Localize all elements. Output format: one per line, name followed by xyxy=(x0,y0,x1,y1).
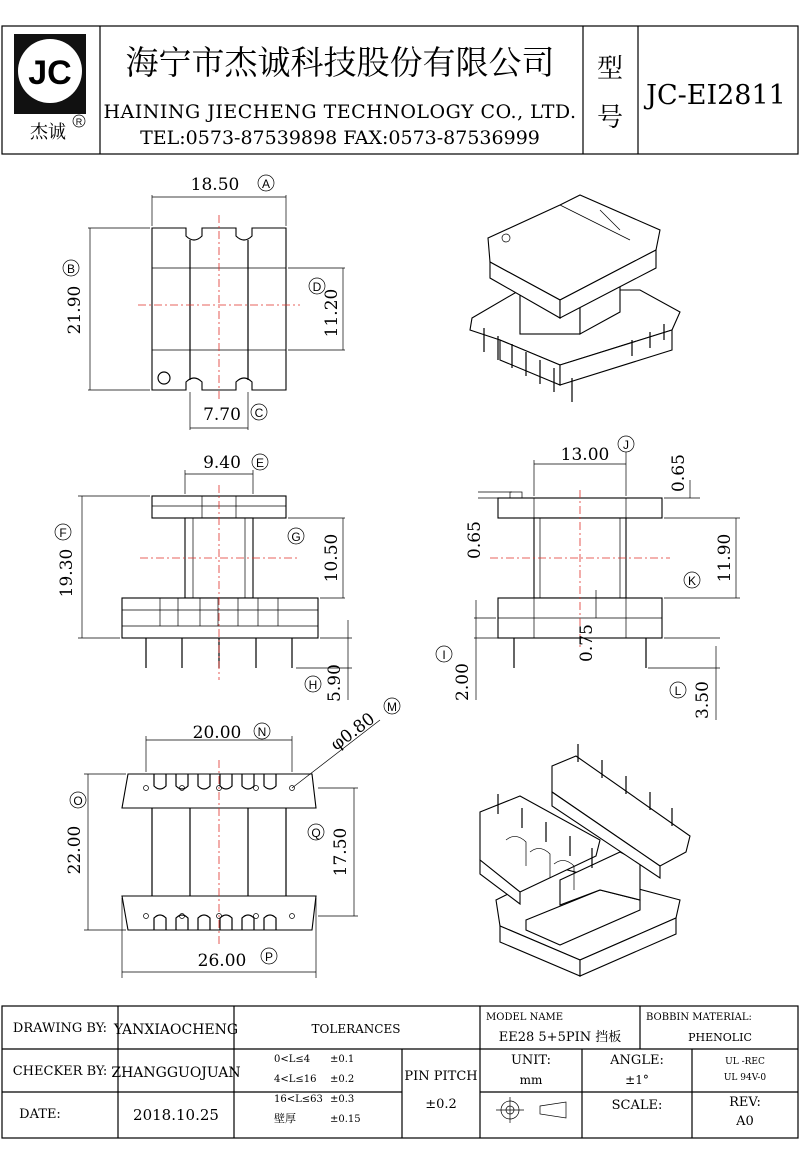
ul-94v0: UL 94V-0 xyxy=(723,1073,767,1083)
dim-q-letter: Q xyxy=(311,826,321,840)
tol-value-1: ±0.2 xyxy=(330,1074,355,1085)
dim-m-letter: M xyxy=(387,700,397,714)
pin-pitch-value: ±0.2 xyxy=(425,1097,457,1112)
isometric-view-bottom xyxy=(480,744,690,976)
company-contact: TEL:0573-87539898 FAX:0573-87536999 xyxy=(140,127,540,149)
model-label-2: 号 xyxy=(596,103,624,133)
dim-o-letter: O xyxy=(73,794,83,808)
angle-value: ±1° xyxy=(625,1073,649,1087)
dim-k-letter: K xyxy=(687,574,697,588)
front-view xyxy=(55,453,352,702)
bottom-view xyxy=(65,698,400,978)
side-view xyxy=(436,436,740,720)
dim-f-letter: F xyxy=(59,526,67,540)
projection-symbol-icon xyxy=(496,1097,566,1123)
tol-range-0: 0<L≤4 xyxy=(274,1054,311,1065)
logo-subtext: 杰诚 xyxy=(30,122,66,143)
pin-pitch-label: PIN PITCH xyxy=(404,1069,478,1084)
isometric-view-top xyxy=(470,195,680,402)
dim-side-mid-value: 0.75 xyxy=(577,624,597,662)
rev-label: REV: xyxy=(729,1095,761,1110)
dim-f-value: 19.30 xyxy=(57,548,77,598)
title-block-header xyxy=(2,26,798,154)
dim-side-left-value: 0.65 xyxy=(465,521,485,559)
tolerances-label: TOLERANCES xyxy=(311,1022,401,1036)
dim-g-value: 10.50 xyxy=(322,533,342,583)
dim-p-value: 26.00 xyxy=(197,951,247,971)
drawing-by-value: YANXIAOCHENG xyxy=(113,1022,239,1038)
tol-range-3: 壁厚 xyxy=(274,1112,296,1125)
bobbin-material-label: BOBBIN MATERIAL: xyxy=(646,1012,752,1023)
logo-text: JC xyxy=(28,54,72,92)
dim-i-value: 2.00 xyxy=(453,663,473,701)
unit-value: mm xyxy=(519,1073,543,1087)
company-logo xyxy=(14,34,86,143)
drawing-by-label: DRAWING BY: xyxy=(12,1021,108,1036)
dim-d-letter: D xyxy=(312,280,322,294)
dim-o-value: 22.00 xyxy=(65,825,85,875)
date-label: DATE: xyxy=(19,1107,61,1122)
dim-j-letter: J xyxy=(623,438,629,452)
dim-j-value: 13.00 xyxy=(560,445,610,465)
dim-d-value: 11.20 xyxy=(322,288,342,338)
dim-side-top-value: 0.65 xyxy=(669,454,689,492)
scale-label: SCALE: xyxy=(611,1098,663,1113)
checker-by-label: CHECKER BY: xyxy=(12,1064,108,1079)
tol-range-1: 4<L≤16 xyxy=(274,1074,317,1085)
rev-value: A0 xyxy=(736,1114,754,1129)
date-value: 2018.10.25 xyxy=(133,1106,219,1124)
dim-m-value: φ0.80 xyxy=(327,709,379,755)
dim-e-letter: E xyxy=(255,456,265,470)
dim-p-letter: P xyxy=(264,950,274,964)
dim-n-value: 20.00 xyxy=(192,723,242,743)
top-view xyxy=(63,175,345,430)
dim-c-value: 7.70 xyxy=(203,405,241,425)
dim-g-letter: G xyxy=(291,530,301,544)
dim-n-letter: N xyxy=(257,725,267,739)
company-name-en: HAINING JIECHENG TECHNOLOGY CO., LTD. xyxy=(103,101,577,123)
ul-rec: UL -REC xyxy=(725,1057,765,1067)
title-block-footer xyxy=(2,1006,798,1138)
angle-label: ANGLE: xyxy=(610,1053,664,1068)
dim-e-value: 9.40 xyxy=(203,453,241,473)
checker-by-value: ZHANGGUOJUAN xyxy=(111,1065,241,1081)
company-name-cn: 海宁市杰诚科技股份有限公司 xyxy=(125,43,555,82)
bobbin-material-value: PHENOLIC xyxy=(688,1031,752,1044)
dim-k-value: 11.90 xyxy=(715,533,735,583)
dim-c-letter: C xyxy=(254,406,264,420)
model-name-value: EE28 5+5PIN 挡板 xyxy=(498,1030,622,1045)
tol-range-2: 16<L≤63 xyxy=(274,1094,323,1105)
tol-value-2: ±0.3 xyxy=(330,1094,355,1105)
dim-b-value: 21.90 xyxy=(65,285,85,335)
dim-a-letter: A xyxy=(261,177,271,191)
model-number: JC-EI2811 xyxy=(646,80,786,111)
dim-b-letter: B xyxy=(66,262,76,276)
model-label-1: 型 xyxy=(596,54,624,84)
dim-l-value: 3.50 xyxy=(693,681,713,719)
tol-value-0: ±0.1 xyxy=(330,1054,355,1065)
model-name-label: MODEL NAME xyxy=(486,1012,564,1023)
unit-label: UNIT: xyxy=(510,1053,552,1068)
dim-a-value: 18.50 xyxy=(190,175,240,195)
dim-l-letter: L xyxy=(674,684,682,698)
tol-value-3: ±0.15 xyxy=(330,1114,361,1125)
dim-h-letter: H xyxy=(308,678,318,692)
dim-q-value: 17.50 xyxy=(331,827,351,877)
registered-mark: R xyxy=(75,117,83,127)
dim-i-letter: I xyxy=(442,648,446,662)
dim-h-value: 5.90 xyxy=(325,664,345,702)
